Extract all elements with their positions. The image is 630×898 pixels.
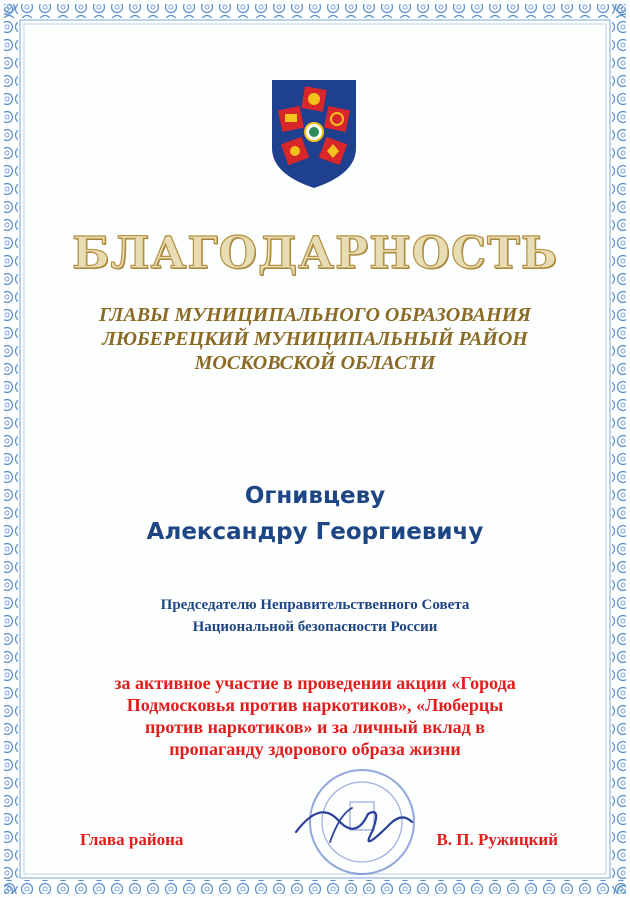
recipient-position bbox=[0, 594, 630, 638]
position-line: Председателю Неправительственного Совета bbox=[160, 597, 470, 613]
reason-line: пропаганду здорового образа жизни bbox=[169, 739, 461, 759]
issuer-line: ЛЮБЕРЕЦКИЙ МУНИЦИПАЛЬНЫЙ РАЙОН bbox=[102, 328, 528, 350]
reason-line: против наркотиков» и за личный вклад в bbox=[144, 717, 485, 737]
recipient-surname: Огнивцеву bbox=[244, 483, 386, 509]
coat-of-arms-icon bbox=[270, 78, 358, 190]
reason-line: Подмосковья против наркотиков», «Люберцы bbox=[126, 695, 504, 715]
issuer-block bbox=[0, 303, 630, 375]
document-title: БЛАГОДАРНОСТЬ bbox=[71, 228, 559, 279]
signature-name: В. П. Ружицкий bbox=[436, 830, 558, 849]
issuer-line: ГЛАВЫ МУНИЦИПАЛЬНОГО ОБРАЗОВАНИЯ bbox=[98, 304, 532, 326]
reason-text bbox=[0, 672, 630, 760]
position-line: Национальной безопасности России bbox=[192, 619, 438, 635]
official-seal-icon bbox=[290, 762, 420, 882]
handwritten-signature bbox=[296, 812, 412, 841]
recipient-given-names: Александру Георгиевичу bbox=[146, 519, 484, 545]
reason-line: за активное участие в проведении акции «Города bbox=[114, 673, 516, 693]
recipient-name bbox=[0, 478, 630, 550]
issuer-line: МОСКОВСКОЙ ОБЛАСТИ bbox=[194, 352, 436, 374]
signature-role: Глава района bbox=[80, 830, 184, 849]
